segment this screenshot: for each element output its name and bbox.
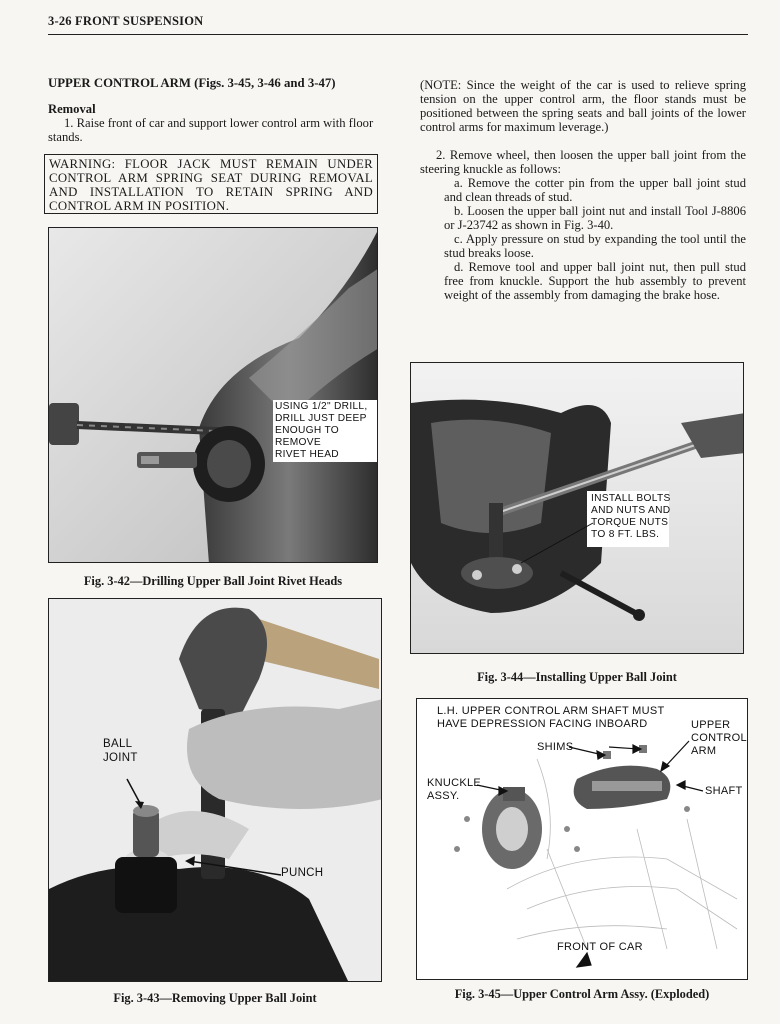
drilling-photo: [49, 228, 378, 563]
fig45-label-knuckle-assy: [427, 777, 481, 803]
fig43-label-joint: JOINT: [103, 752, 138, 764]
figure-3-45: [416, 698, 748, 980]
fig42-caption: Fig. 3-42—Drilling Upper Ball Joint Rivet Heads: [83, 574, 343, 588]
fig45-caption: Fig. 3-45—Upper Control Arm Assy. (Exploded): [454, 987, 710, 1001]
fig44-callout: [591, 493, 671, 541]
fig42-callout-line-3: ENOUGH TO REMOVE: [275, 425, 340, 448]
fig43-label-ball-joint: [103, 737, 138, 765]
fig44-callout-line-4: TO 8 FT. LBS.: [591, 529, 660, 540]
step-2d: d. Remove tool and upper ball joint nut, then pull stud free from knuckle. Support the hub assembly to prevent weight of the assembly from damaging the brake hose.: [444, 260, 746, 302]
fig45-label-arm: ARM: [691, 745, 717, 757]
header-rule: [48, 34, 748, 35]
fig45-label-upper: UPPER: [691, 719, 731, 731]
fig45-note-line-2: HAVE DEPRESSION FACING INBOARD: [437, 718, 648, 730]
fig42-callout-line-2: DRILL JUST DEEP: [275, 413, 367, 424]
fig43-label-punch: PUNCH: [281, 867, 324, 879]
fig44-callout-line-1: INSTALL BOLTS: [591, 493, 671, 504]
step-2a: a. Remove the cotter pin from the upper ball joint stud and clean threads of stud.: [444, 176, 746, 204]
figure-3-42: [48, 227, 378, 563]
fig45-label-shaft: SHAFT: [705, 785, 743, 797]
fig43-caption: Fig. 3-43—Removing Upper Ball Joint: [113, 991, 317, 1005]
note-paragraph: (NOTE: Since the weight of the car is used to relieve spring tension on the upper control arm, the floor stands must be positioned between the spring seats and ball joints of the lower control arms for maximum leverage.): [420, 78, 746, 134]
subheading-removal: Removal: [48, 102, 96, 116]
figure-3-43: [48, 598, 382, 982]
fig42-callout-line-4: RIVET HEAD: [275, 449, 339, 460]
fig42-callout: [273, 400, 377, 462]
fig45-label-assy: ASSY.: [427, 790, 460, 802]
fig44-callout-line-3: TORQUE NUTS: [591, 517, 669, 528]
page-header: 3-26 FRONT SUSPENSION: [48, 14, 204, 28]
fig44-caption: Fig. 3-44—Installing Upper Ball Joint: [477, 670, 677, 684]
fig43-label-ball: BALL: [103, 738, 133, 750]
removing-ball-joint-photo: [49, 599, 382, 982]
fig45-label-upper-control-arm: [691, 719, 747, 758]
section-title: UPPER CONTROL ARM (Figs. 3-45, 3-46 and 3-47): [48, 76, 336, 90]
fig45-label-knuckle: KNUCKLE: [427, 777, 482, 789]
fig45-note: [437, 705, 664, 731]
left-column: [48, 76, 378, 144]
step-2b: b. Loosen the upper ball joint nut and install Tool J-8806 or J-23742 as shown in Fig. 3-40.: [444, 204, 746, 232]
step-1: 1. Raise front of car and support lower control arm with floor stands.: [48, 116, 374, 144]
warning-box: WARNING: FLOOR JACK MUST REMAIN UNDER CONTROL ARM SPRING SEAT DURING REMOVAL AND INSTALLATION TO RETAIN SPRING AND CONTROL ARM IN POSITION.: [44, 154, 378, 214]
figure-3-44: [410, 362, 744, 654]
fig42-callout-line-1: USING 1/2" DRILL,: [275, 401, 368, 412]
right-column: [420, 78, 746, 302]
fig45-note-line-1: L.H. UPPER CONTROL ARM SHAFT MUST: [437, 705, 665, 717]
fig45-label-control: CONTROL: [691, 732, 747, 744]
fig44-callout-line-2: AND NUTS AND: [591, 505, 671, 516]
step-2: 2. Remove wheel, then loosen the upper ball joint from the steering knuckle as follows:: [420, 148, 746, 176]
step-2c: c. Apply pressure on stud by expanding the tool until the stud breaks loose.: [444, 232, 746, 260]
installing-ball-joint-photo: [411, 363, 744, 654]
fig45-label-shims: SHIMS: [537, 741, 574, 753]
fig45-label-front-of-car: FRONT OF CAR: [557, 941, 643, 953]
